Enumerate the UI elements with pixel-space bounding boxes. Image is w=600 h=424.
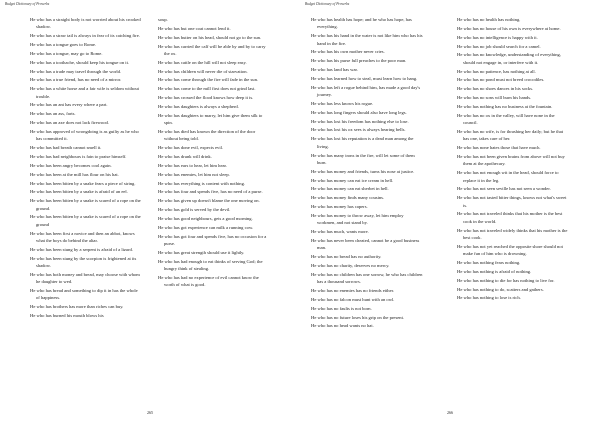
proverb-entry: He who has his own mother never cries. xyxy=(311,49,385,55)
proverb-entry: He who has burned his mouth blows his xyxy=(30,313,104,319)
proverb-entry: He who has no faults is not born. xyxy=(311,305,372,311)
page-number: 265 xyxy=(147,410,153,415)
proverb-entry: He who has bread and something to dip it in has the whole of happiness. xyxy=(30,288,138,301)
proverb-entry: He who has money finds many cousins. xyxy=(311,195,385,201)
proverb-entry: He who has four and spends five, has no need of a purse. xyxy=(158,189,263,195)
proverb-entry: He who has been first a novice and then an abbot, knows what the boys do behind the altar. xyxy=(30,230,135,243)
proverb-entry: soup. xyxy=(158,17,168,22)
proverb-entry: He who has but one coat cannot lend it. xyxy=(158,25,231,31)
proverb-entry: He who has done evil, expects evil. xyxy=(158,145,224,151)
proverb-entry: He who has a straw tail is always in fear of its catching fire. xyxy=(30,33,140,39)
proverb-entry: He who has no shoes dances in his socks. xyxy=(457,86,534,92)
proverb-entry: He who has been bitten by a snake is afraid of an eel. xyxy=(30,189,128,195)
proverb-entry: He who has carried the calf will be able by and by to carry the ox. xyxy=(158,43,266,56)
proverb-entry: He who has no knowledge, understanding of everything, should not engage in, or interfere with it. xyxy=(457,52,561,65)
proverb-entry: He who has drunk will drink. xyxy=(158,154,212,159)
proverb-entry: He who has money can eat sherbet in hell. xyxy=(311,186,389,192)
proverb-entry: He who has no house of his own is everywhere at home. xyxy=(457,25,561,31)
proverb-entry: He who has nothing is afraid of nothing. xyxy=(457,268,532,274)
proverb-entry: He who has nothing to die for has nothing to live for. xyxy=(457,277,555,283)
proverb-entry: He who has not enough wit in the head, should force to replace it in the leg. xyxy=(457,170,559,183)
proverb-entry: He who has been bitten by a snake is scared of a rope on the ground. xyxy=(30,198,141,211)
proverb-entry: He who has an axe does not lack firewood. xyxy=(30,120,109,126)
proverb-entry: He who has daughters is always a shepherd. xyxy=(158,103,239,109)
proverb-entry: He who has lost his freedom has nothing else to lose. xyxy=(311,118,409,124)
proverb-entry: He who has a tongue goes to Rome. xyxy=(30,42,97,48)
proverb-entry: He who has no enemies has no friends either. xyxy=(311,288,395,293)
proverb-entry: He who has his purse full preaches to the poor man. xyxy=(311,58,407,64)
proverb-entry: He who has not traveled widely thinks that his mother is the best cook. xyxy=(457,227,568,240)
proverb-entry: He who has a white horse and a fair wife is seldom without trouble. xyxy=(30,86,139,99)
proverb-entry: He who has been stung by the scorpion is frightened at its shadow. xyxy=(30,255,137,268)
proverb-entry: He who has died has known the direction of the door without being told. xyxy=(158,128,256,142)
proverb-entry: He who has no job should search for a camel. xyxy=(457,43,541,49)
proverb-entry: He who has everything is content with nothing. xyxy=(158,180,246,186)
proverb-entry: He who has ears to hear, let him hear. xyxy=(158,162,227,168)
proverb-entry: He who has been bitten by a snake fears a piece of string. xyxy=(30,180,136,186)
proverb-entry: He who has no future loses his grip on the present. xyxy=(311,314,405,320)
proverb-entry: He who has money has capers. xyxy=(311,204,368,210)
proverb-entry: He who has no ox in the valley, will have none in the council. xyxy=(457,112,555,126)
right-page xyxy=(300,0,600,424)
proverb-entry: He who has a toothache, should keep his tongue on it. xyxy=(30,59,130,65)
proverb-entry: He who has butter on his head, should not go to the sun. xyxy=(158,34,262,40)
proverb-entry: He who has been angry becomes cool again. xyxy=(30,162,112,168)
proverb-entry: He who has approved of wrongdoing is as guilty as he who has committed it. xyxy=(30,128,139,142)
proverb-entry: He who has no head wants no hat. xyxy=(311,323,374,329)
proverb-entry: He who has come through the fire will fade in the sun. xyxy=(158,77,259,83)
proverb-entry: He who has a straight body is not worried about his crooked shadow. xyxy=(30,17,141,30)
proverb-entry: He who has nothing to do, scatters and gathers. xyxy=(457,286,544,292)
proverb-entry: He who has none hates those that have much. xyxy=(457,145,541,151)
proverb-entry: He who has crossed the flood knows how deep it is. xyxy=(158,95,254,101)
proverb-entry: He who has great strength should use it lightly. xyxy=(158,249,245,255)
proverb-entry: He who has not yet reached the opposite shore should not make fun of him who is drowning. xyxy=(457,243,563,257)
proverb-entry: He who has good neighbours, gets a good morning. xyxy=(158,215,253,221)
proverb-entry: He who has learned how to steal, must learn how to hang. xyxy=(311,75,418,81)
proverb-entry: He who has no children has one sorrow, he who has children has a thousand sorrows. xyxy=(311,271,423,285)
proverb-entry: He who has no sons will burn his hands. xyxy=(457,95,532,101)
proverb-entry: He who has not tasted bitter things, knows not what's sweet is. xyxy=(457,195,567,208)
proverb-entry: He who has bad breath cannot smell it. xyxy=(30,145,102,151)
proverb-entry: He who has no patience, has nothing at all. xyxy=(457,68,536,74)
proverb-entry: He who has no falcon must hunt with an owl. xyxy=(311,296,395,302)
proverb-entry: He who has nothing fears nothing. xyxy=(457,259,521,265)
entry-column-right-1 xyxy=(311,16,423,331)
proverb-entry: He who has long fingers should also have long legs. xyxy=(311,109,407,115)
proverb-entry: He who has no health has nothing. xyxy=(457,17,521,22)
entry-column-left-1 xyxy=(30,16,142,321)
proverb-entry: He who has a true friend, has no need of a mirror. xyxy=(30,77,122,83)
proverb-entry: He who has bad neighbours is fain to praise himself. xyxy=(30,154,127,159)
proverb-entry: He who has been bitten by a snake is scared of a rope on the ground xyxy=(30,214,141,227)
running-head: Budget Dictionary of Proverbs xyxy=(305,2,350,6)
proverb-entry: He who has less knows his rogue. xyxy=(311,100,374,106)
proverb-entry: He who has left a rogue behind him, has made a good day's journey. xyxy=(311,84,421,98)
running-head: Budget Dictionary of Proverbs xyxy=(5,2,50,6)
proverb-entry: He who has money to throw away, let him employ workmen, and not stand by. xyxy=(311,212,404,226)
proverb-entry: He who has been stung by a serpent is afraid of a lizard. xyxy=(30,246,133,252)
page-number: 266 xyxy=(447,410,453,415)
proverb-entry: He who has given up doesn't blame the one moving on. xyxy=(158,198,260,204)
proverb-entry: He who has come to the mill first does not grind last. xyxy=(158,86,256,92)
proverb-entry: He who has no wife, is for thrashing her daily; but he that has one, takes care of her. xyxy=(457,128,564,142)
proverb-entry: He who has enemies, let him not sleep. xyxy=(158,171,230,177)
proverb-entry: He who has no bread has no authority. xyxy=(311,254,382,260)
proverb-entry: He who has not traveled thinks that his mother is the best cook in the world. xyxy=(457,211,563,224)
proverb-entry: He who has had enough to eat thinks of serving God; the hungry think of stealing. xyxy=(158,258,263,271)
proverb-entry: He who has an ant has every where a part. xyxy=(30,102,108,108)
proverb-entry: He who has health has hope; and he who has hope, has everything. xyxy=(311,17,412,30)
proverb-entry: He who has never been cheated, cannot be a good business man. xyxy=(311,237,420,251)
proverb-entry: He who has many irons in the fire, will let some of them burn. xyxy=(311,152,415,165)
proverb-entry: He who has children will never die of starvation. xyxy=(158,68,248,74)
proverb-entry: He who has had no experience of evil cannot know the worth of what is good. xyxy=(158,274,259,288)
entry-column-right-2 xyxy=(457,16,569,303)
proverb-entry: He who has cattle on the hill will not sleep easy. xyxy=(158,59,247,65)
proverb-entry: He who has gold is served by the devil. xyxy=(158,207,231,213)
proverb-entry: He who has money and friends, turns his nose at justice. xyxy=(311,168,415,174)
proverb-entry: He who has no charity, deserves no mercy. xyxy=(311,262,390,268)
proverb-entry: He who has not been given brains from above will not buy them at the apothecary. xyxy=(457,154,565,167)
proverb-entry: He who has lost his ox sees is always hearing bells. xyxy=(311,127,406,133)
proverb-entry: He who has nothing has no business at the fountain. xyxy=(457,103,553,109)
proverb-entry: He who has both money and bread, may choose with whom he daughter to wed. xyxy=(30,271,140,285)
proverb-entry: He who has no intelligence is happy with it. xyxy=(457,34,538,40)
proverb-entry: He who has his hand in the water is not like him who has his hand in the fire. xyxy=(311,33,423,46)
proverb-entry: He who has an ass, farts. xyxy=(30,111,76,117)
entry-column-left-2 xyxy=(158,16,270,290)
proverb-entry: He who has a tongue, may go to Rome. xyxy=(30,50,103,56)
proverb-entry: He who has not seen seville has not seen a wonder. xyxy=(457,186,551,192)
proverb-entry: He who has nothing to lose is rich. xyxy=(457,295,521,301)
proverb-entry: He who has brothers has more than riches can buy. xyxy=(30,304,124,310)
proverb-entry: He who has a trade may travel through the world. xyxy=(30,68,122,74)
proverb-entry: He who has been at the mill has flour on his hat. xyxy=(30,171,119,177)
proverb-entry: He who has got four and spends five, has no occasion for a purse. xyxy=(158,233,267,246)
proverb-entry: He who has daughters to marry, let him give them silk to spin. xyxy=(158,112,263,126)
proverb-entry: He who has land has war. xyxy=(311,67,358,73)
proverb-entry: He who has lost his reputation is a dead man among the living. xyxy=(311,136,414,149)
proverb-entry: He who has much, wants more. xyxy=(311,229,369,235)
proverb-entry: He who has got experience can milk a running cow. xyxy=(158,224,254,230)
proverb-entry: He who has no pond must not breed crocodiles. xyxy=(457,77,545,83)
proverb-entry: He who has money can eat ice cream in hell. xyxy=(311,177,394,183)
